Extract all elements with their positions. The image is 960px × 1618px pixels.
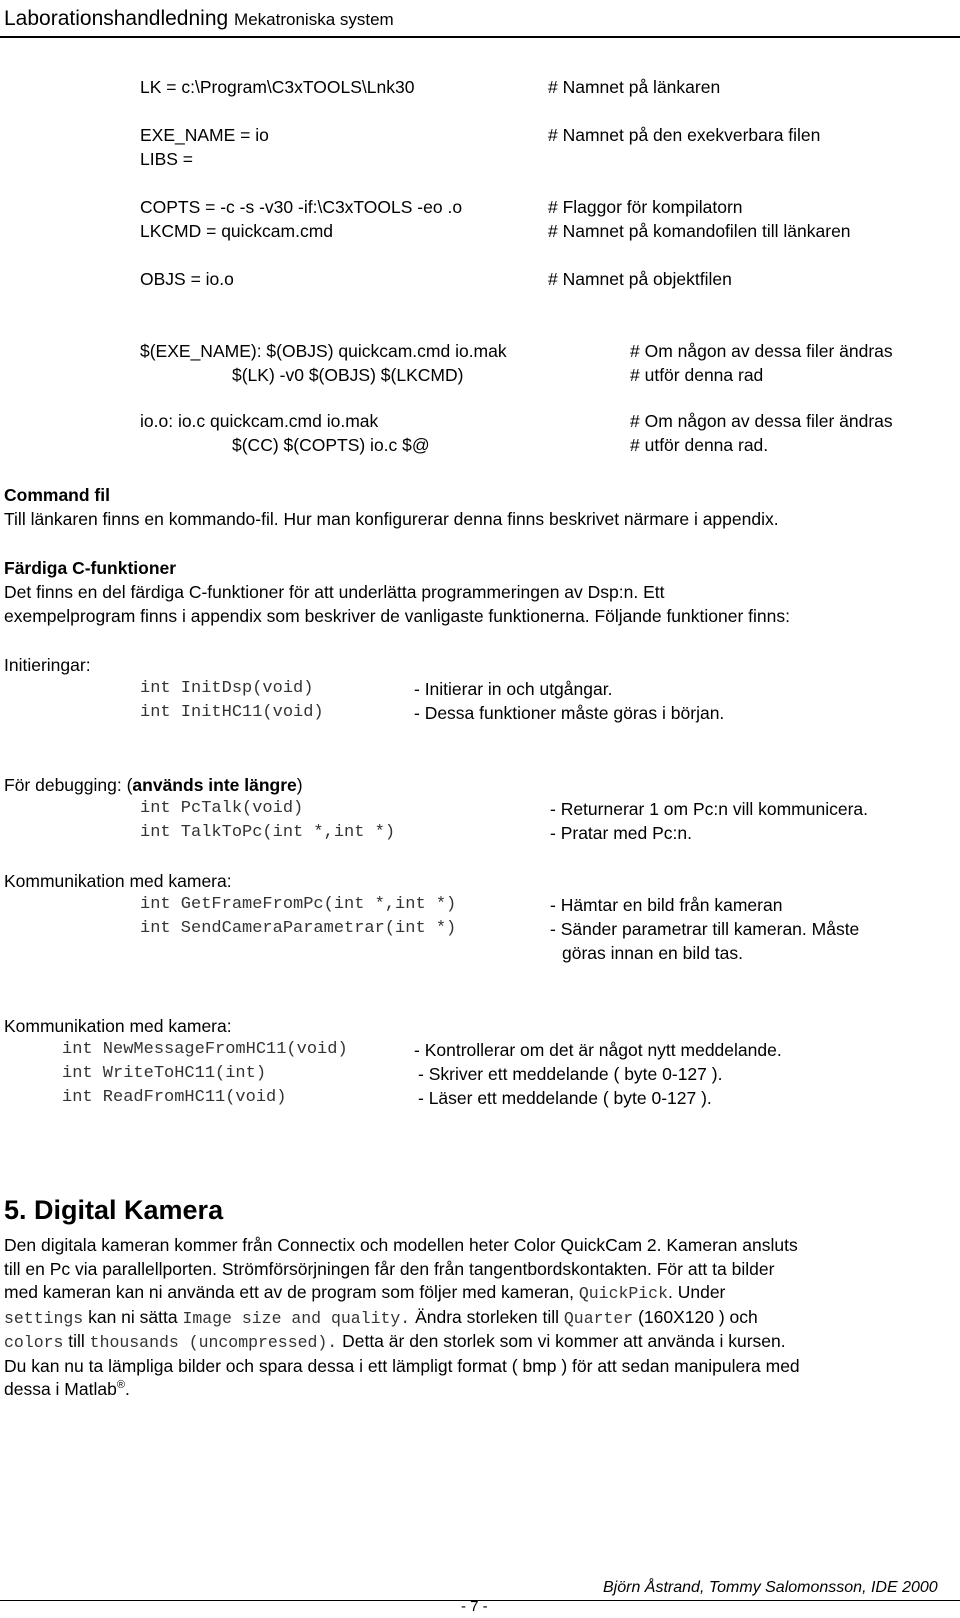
text-run: dessa i Matlab — [4, 1379, 117, 1399]
code-settings: settings — [4, 1308, 84, 1328]
makefile-rule2-target: io.o: io.c quickcam.cmd io.mak — [140, 411, 379, 431]
paragraph-line: till en Pc via parallellporten. Strömförsörjningen får den från tangentbordskontakten. För att ta bilder — [4, 1258, 775, 1279]
code-quarter: Quarter — [563, 1308, 634, 1328]
kamera1-desc-sendparam: - Sänder parametrar till kameran. Måste — [550, 919, 860, 939]
debug-label — [4, 774, 303, 796]
makefile-lk-comment: # Namnet på länkaren — [548, 77, 721, 97]
code-quickpick: QuickPick — [578, 1284, 668, 1303]
makefile-exe-comment: # Namnet på den exekverbara filen — [548, 125, 821, 145]
text-run: Ändra storleken till — [410, 1306, 564, 1327]
makefile-rule2-comment: # Om någon av dessa filer ändras — [630, 411, 893, 431]
code-image-size: Image size and quality. — [182, 1308, 411, 1328]
debug-desc-pctalk: - Returnerar 1 om Pc:n vill kommunicera. — [550, 799, 869, 819]
debug-label-a: För debugging: ( — [4, 775, 133, 795]
makefile-objs-comment: # Namnet på objektfilen — [548, 269, 732, 289]
kamera2-func-readfromhc11: int ReadFromHC11(void) — [62, 1088, 287, 1107]
header-subtitle: Mekatroniska system — [234, 10, 394, 29]
makefile-exe: EXE_NAME = io — [140, 125, 269, 145]
init-func-inithc11: int InitHC11(void) — [140, 703, 324, 722]
command-fil-text: Till länkaren finns en kommando-fil. Hur man konfigurerar denna finns beskrivet närmare i appendix. — [4, 509, 779, 529]
section-heading: 5. Digital Kamera — [4, 1195, 224, 1225]
makefile-rule2-cmd: $(CC) $(COPTS) io.c $@ — [232, 435, 430, 455]
init-desc-inithc11: - Dessa funktioner måste göras i början. — [414, 703, 725, 723]
footer-authors: Björn Åstrand, Tommy Salomonsson, IDE 2000 — [603, 1579, 938, 1596]
makefile-lkcmd-comment: # Namnet på komandofilen till länkaren — [548, 221, 851, 241]
paragraph-line — [4, 1378, 954, 1402]
text-run: till — [63, 1331, 90, 1351]
fardiga-heading: Färdiga C-funktioner — [4, 558, 177, 578]
paragraph-line — [4, 1330, 954, 1355]
makefile-copts: COPTS = -c -s -v30 -if:\C3xTOOLS -eo .o — [140, 197, 463, 217]
makefile-rule1-cmd-comment: # utför denna rad — [630, 365, 764, 385]
fardiga-line2: exempelprogram finns i appendix som beskriver de vanligaste funktionerna. Följande funktioner finns: — [4, 606, 790, 626]
makefile-rule2-cmd-comment: # utför denna rad. — [630, 435, 769, 455]
kamera1-desc-sendparam-cont: göras innan en bild tas. — [562, 943, 743, 963]
registered-mark: ® — [116, 1379, 125, 1392]
command-fil-heading: Command fil — [4, 485, 110, 505]
text-run: (160X120 ) och — [633, 1306, 758, 1327]
paragraph-line — [4, 1281, 954, 1306]
section-paragraph — [4, 1234, 954, 1402]
kamera2-func-writetohc11: int WriteToHC11(int) — [62, 1064, 267, 1083]
running-header — [4, 6, 394, 33]
kamera2-desc-readfromhc11: - Läser ett meddelande ( byte 0-127 ). — [418, 1088, 712, 1108]
code-thousands: thousands (uncompressed). — [89, 1333, 338, 1352]
text-run: . Under — [668, 1282, 726, 1302]
kamera1-func-sendparam: int SendCameraParametrar(int *) — [140, 919, 457, 938]
makefile-rule1-cmd: $(LK) -v0 $(OBJS) $(LKCMD) — [232, 365, 464, 385]
init-desc-initdsp: - Initierar in och utgångar. — [414, 679, 613, 699]
makefile-rule1-target: $(EXE_NAME): $(OBJS) quickcam.cmd io.mak — [140, 341, 507, 361]
text-run: med kameran kan ni använda ett av de program som följer med kameran, — [4, 1282, 579, 1302]
init-label: Initieringar: — [4, 655, 91, 675]
init-func-initdsp: int InitDsp(void) — [140, 679, 314, 698]
makefile-lkcmd: LKCMD = quickcam.cmd — [140, 221, 334, 241]
text-run: . — [124, 1379, 130, 1399]
makefile-copts-comment: # Flaggor för kompilatorn — [548, 197, 743, 217]
text-run: kan ni sätta — [83, 1306, 183, 1327]
makefile-lk: LK = c:\Program\C3xTOOLS\Lnk30 — [140, 77, 415, 97]
debug-label-bold: används inte längre — [132, 775, 297, 795]
debug-label-c: ) — [296, 775, 303, 795]
kamera2-desc-writetohc11: - Skriver ett meddelande ( byte 0-127 ). — [418, 1064, 723, 1084]
code-colors: colors — [4, 1333, 64, 1352]
kamera1-func-getframe: int GetFrameFromPc(int *,int *) — [140, 895, 457, 914]
text-run: Detta är den storlek som vi kommer att använda i kursen. — [337, 1331, 786, 1351]
debug-func-pctalk: int PcTalk(void) — [140, 799, 304, 818]
debug-desc-talktopc: - Pratar med Pc:n. — [550, 823, 692, 843]
kamera2-func-newmessage: int NewMessageFromHC11(void) — [62, 1040, 348, 1059]
page-number: - 7 - — [461, 1598, 488, 1615]
makefile-libs: LIBS = — [140, 149, 194, 169]
paragraph-line: Den digitala kameran kommer från Connectix och modellen heter Color QuickCam 2. Kameran ansluts — [4, 1235, 798, 1255]
debug-func-talktopc: int TalkToPc(int *,int *) — [140, 823, 396, 842]
fardiga-line1: Det finns en del färdiga C-funktioner för att underlätta programmeringen av Dsp:n. Ett — [4, 582, 665, 602]
kamera2-label: Kommunikation med kamera: — [4, 1016, 232, 1036]
paragraph-line — [4, 1306, 954, 1331]
kamera2-desc-newmessage: - Kontrollerar om det är något nytt meddelande. — [414, 1040, 782, 1060]
kamera1-label: Kommunikation med kamera: — [4, 871, 232, 891]
kamera1-desc-getframe: - Hämtar en bild från kameran — [550, 895, 783, 915]
header-rule — [0, 36, 960, 38]
makefile-objs: OBJS = io.o — [140, 269, 234, 289]
paragraph-line: Du kan nu ta lämpliga bilder och spara dessa i ett lämpligt format ( bmp ) för att sedan manipulera med — [4, 1355, 800, 1376]
makefile-rule1-comment: # Om någon av dessa filer ändras — [630, 341, 893, 361]
header-title: Laborationshandledning — [4, 7, 229, 30]
